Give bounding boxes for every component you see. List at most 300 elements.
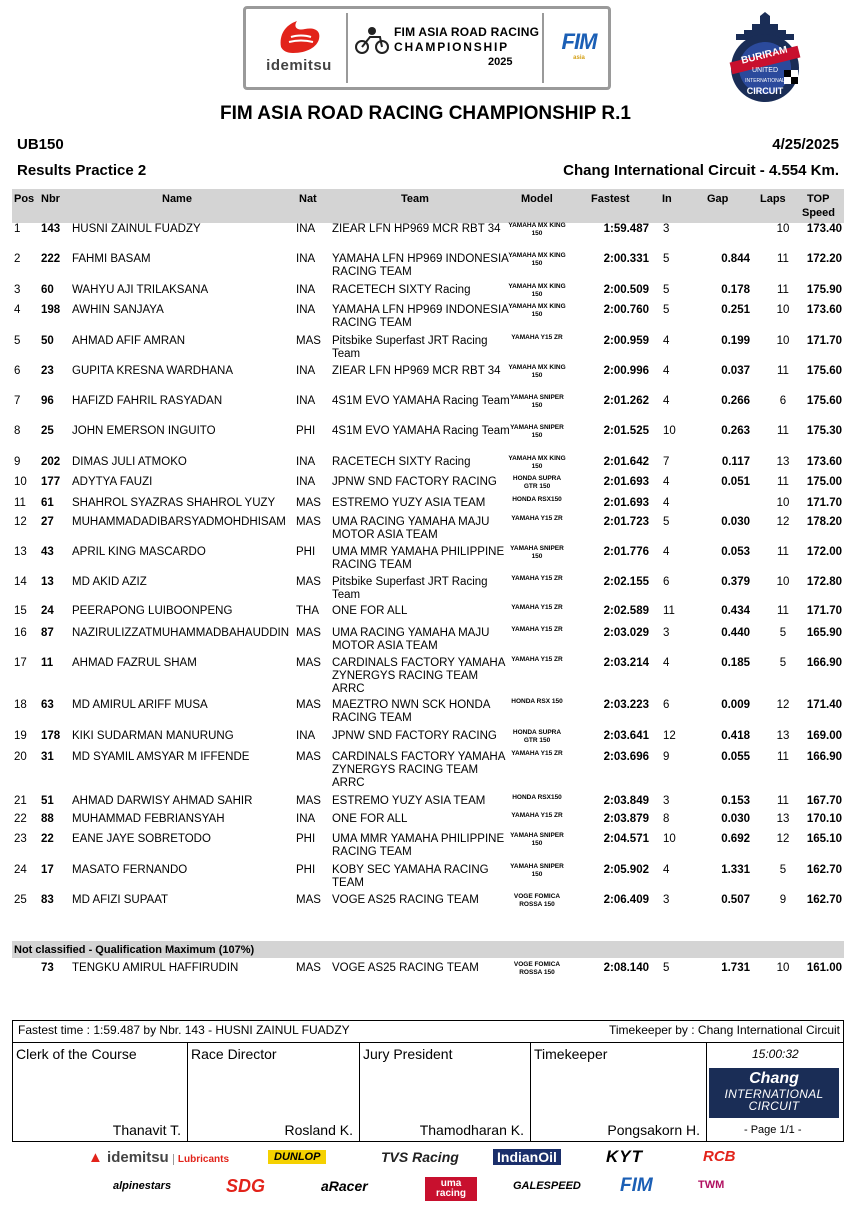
cell-fastest: 2:03.696: [603, 751, 649, 763]
logo-divider: [542, 13, 544, 83]
cell-pos: 24: [14, 864, 27, 876]
cell-nbr: 83: [41, 894, 54, 906]
cell-nbr: 51: [41, 795, 54, 807]
cell-gap: 0.434: [721, 605, 750, 617]
circuit-name: Chang International Circuit - 4.554 Km.: [563, 162, 839, 179]
cell-laps: 10: [776, 576, 790, 588]
cell-nat: INA: [296, 284, 316, 296]
col-fastest: Fastest: [591, 193, 630, 205]
cell-model: YAMAHA MX KING 150: [508, 283, 566, 298]
cell-name: TENGKU AMIRUL HAFFIRUDIN: [72, 962, 239, 974]
fim-wordmark: FIM: [561, 29, 597, 54]
sponsor-alpinestars: alpinestars: [113, 1180, 172, 1192]
championship-logo-box: [243, 6, 611, 90]
cell-nbr: 24: [41, 605, 54, 617]
cell-team: Pitsbike Superfast JRT Racing Team: [332, 335, 488, 360]
cell-nat: INA: [296, 813, 316, 825]
cell-nbr: 60: [41, 284, 54, 296]
cell-fastest: 2:03.879: [603, 813, 649, 825]
cell-team: YAMAHA LFN HP969 INDONESIA RACING TEAM: [332, 253, 509, 278]
cell-fastest: 2:03.223: [603, 699, 649, 711]
motorbike-rider-icon: [354, 25, 390, 55]
class-name: UB150: [17, 136, 64, 153]
cell-team: ONE FOR ALL: [332, 605, 408, 617]
cell-nat: PHI: [296, 425, 316, 437]
cell-fastest: 2:01.525: [603, 425, 649, 437]
cell-in: 5: [663, 516, 670, 528]
col-laps: Laps: [760, 193, 786, 205]
cell-in: 4: [663, 546, 670, 558]
cell-top: 173.60: [806, 456, 842, 468]
chang-circuit: CIRCUIT: [748, 1099, 800, 1113]
cell-model: YAMAHA SNIPER 150: [510, 394, 564, 409]
sponsor-tvs: TVS Racing: [381, 1149, 459, 1165]
cell-in: 5: [663, 253, 670, 265]
cell-gap: 1.331: [721, 864, 750, 876]
cell-team: 4S1M EVO YAMAHA Racing Team: [332, 395, 510, 407]
page-number: - Page 1/1 -: [744, 1124, 802, 1136]
sponsor-idemitsu: [88, 1149, 229, 1166]
cell-pos: 17: [14, 657, 27, 669]
sponsor-dunlop: DUNLOP: [268, 1150, 326, 1164]
sponsor-fim: FIM: [620, 1175, 653, 1196]
signature-jury-president: [359, 1042, 530, 1142]
cell-laps: 5: [779, 657, 787, 669]
cell-gap: 0.507: [721, 894, 750, 906]
cell-pos: 19: [14, 730, 27, 742]
cell-fastest: 2:06.409: [603, 894, 649, 906]
cell-top: 175.90: [806, 284, 842, 296]
sponsor-text: Lubricants: [173, 1154, 229, 1165]
cell-fastest: 2:03.214: [603, 657, 649, 669]
cell-gap: 0.030: [721, 516, 750, 528]
cell-gap: 0.692: [721, 833, 750, 845]
cell-model: HONDA RSX 150: [511, 698, 563, 705]
cell-laps: 12: [776, 699, 790, 711]
sponsor-sdg: SDG: [226, 1176, 266, 1196]
cell-fastest: 2:01.262: [603, 395, 649, 407]
not-classified-header: Not classified - Qualification Maximum (107%): [12, 941, 844, 958]
cell-name: DIMAS JULI ATMOKO: [72, 456, 187, 468]
sponsor-indianoil: IndianOil: [493, 1149, 561, 1165]
cell-nat: MAS: [296, 894, 321, 906]
cell-laps: 13: [776, 730, 790, 742]
cell-team: 4S1M EVO YAMAHA Racing Team: [332, 425, 510, 437]
cell-pos: 23: [14, 833, 27, 845]
cell-pos: 11: [14, 497, 26, 509]
signature-role: Race Director: [191, 1046, 277, 1062]
signature-race-director: [187, 1042, 359, 1142]
cell-name: NAZIRULIZZATMUHAMMADBAHAUDDIN: [72, 627, 290, 639]
cell-fastest: 2:00.760: [603, 304, 649, 316]
cell-top: 161.00: [806, 962, 842, 974]
cell-nat: INA: [296, 456, 316, 468]
cell-name: MD AFIZI SUPAAT: [72, 894, 169, 906]
cell-pos: 10: [14, 476, 27, 488]
cell-pos: 20: [14, 751, 27, 763]
cell-top: 171.70: [806, 605, 842, 617]
cell-top: 170.10: [806, 813, 842, 825]
cell-team: UMA MMR YAMAHA PHILIPPINE RACING TEAM: [332, 546, 505, 571]
cell-nbr: 25: [41, 425, 54, 437]
cell-nbr: 143: [41, 223, 61, 235]
cell-in: 11: [663, 605, 675, 617]
cell-gap: 0.178: [721, 284, 750, 296]
cell-fastest: 2:02.589: [603, 605, 649, 617]
cell-top: 172.00: [806, 546, 842, 558]
col-name: Name: [162, 193, 192, 205]
results-table-header: [12, 189, 844, 223]
buriram-top-text: BURIRAM: [740, 44, 789, 67]
cell-gap: 0.199: [721, 335, 750, 347]
cell-team: RACETECH SIXTY Racing: [332, 456, 471, 468]
cell-fastest: 2:01.776: [603, 546, 649, 558]
cell-gap: 0.030: [721, 813, 750, 825]
cell-name: MASATO FERNANDO: [72, 864, 188, 876]
cell-team: VOGE AS25 RACING TEAM: [332, 894, 479, 906]
cell-gap: 0.055: [721, 751, 750, 763]
cell-nat: MAS: [296, 497, 321, 509]
cell-top: 173.60: [806, 304, 842, 316]
cell-nbr: 27: [41, 516, 54, 528]
cell-name: KIKI SUDARMAN MANURUNG: [72, 730, 234, 742]
cell-laps: 13: [776, 456, 790, 468]
cell-in: 3: [663, 795, 670, 807]
cell-nbr: 63: [41, 699, 54, 711]
cell-nat: MAS: [296, 962, 321, 974]
cell-nat: INA: [296, 253, 316, 265]
cell-name: WAHYU AJI TRILAKSANA: [72, 284, 209, 296]
cell-model: HONDA SUPRA GTR 150: [512, 475, 562, 490]
cell-name: ADYTYA FAUZI: [72, 476, 153, 488]
cell-nbr: 96: [41, 395, 54, 407]
cell-nat: PHI: [296, 864, 316, 876]
cell-fastest: 2:00.509: [603, 284, 649, 296]
cell-pos: 25: [14, 894, 27, 906]
cell-model: YAMAHA MX KING 150: [508, 455, 566, 470]
col-gap: Gap: [707, 193, 729, 205]
sponsor-twm: TWM: [698, 1179, 725, 1191]
cell-gap: 0.266: [721, 395, 750, 407]
cell-model: YAMAHA Y15 ZR: [511, 575, 563, 582]
cell-top: 171.70: [806, 335, 842, 347]
cell-nat: MAS: [296, 657, 321, 669]
cell-in: 5: [663, 304, 670, 316]
cell-fastest: 2:01.693: [603, 497, 649, 509]
cell-laps: 10: [776, 962, 790, 974]
cell-model: YAMAHA MX KING 150: [508, 303, 566, 318]
cell-nat: MAS: [296, 335, 321, 347]
cell-name: JOHN EMERSON INGUITO: [72, 425, 216, 437]
fastest-time-line: Fastest time : 1:59.487 by Nbr. 143 - HUSNI ZAINUL FUADZY: [18, 1023, 350, 1037]
cell-team: ZIEAR LFN HP969 MCR RBT 34: [332, 223, 501, 235]
cell-team: UMA MMR YAMAHA PHILIPPINE RACING TEAM: [332, 833, 505, 858]
cell-nbr: 178: [41, 730, 61, 742]
cell-in: 4: [663, 365, 670, 377]
cell-model: HONDA SUPRA GTR 150: [512, 729, 562, 744]
cell-nat: MAS: [296, 795, 321, 807]
cell-name: PEERAPONG LUIBOONPENG: [72, 605, 233, 617]
cell-model: YAMAHA Y15 ZR: [511, 604, 563, 611]
signature-role: Timekeeper: [534, 1046, 608, 1062]
cell-top: 172.80: [806, 576, 842, 588]
cell-in: 3: [663, 627, 670, 639]
cell-laps: 12: [776, 833, 790, 845]
cell-gap: 0.440: [721, 627, 750, 639]
cell-name: MUHAMMADADIBARSYADMOHDHISAM: [72, 516, 286, 528]
cell-in: 4: [663, 864, 670, 876]
champ-line-1: FIM ASIA ROAD RACING: [394, 25, 540, 39]
cell-model: YAMAHA SNIPER 150: [510, 832, 564, 847]
cell-model: HONDA RSX150: [512, 794, 562, 801]
cell-nat: INA: [296, 365, 316, 377]
cell-pos: 5: [14, 335, 21, 347]
cell-pos: 2: [14, 253, 21, 265]
col-nat: Nat: [299, 193, 317, 205]
cell-pos: 6: [14, 365, 21, 377]
cell-laps: 11: [777, 365, 789, 377]
cell-fastest: 2:08.140: [603, 962, 649, 974]
cell-team: JPNW SND FACTORY RACING: [332, 476, 497, 488]
cell-fastest: 2:00.331: [603, 253, 649, 265]
cell-gap: 0.051: [721, 476, 750, 488]
cell-gap: 0.251: [721, 304, 750, 316]
cell-team: YAMAHA LFN HP969 INDONESIA RACING TEAM: [332, 304, 509, 329]
cell-team: ESTREMO YUZY ASIA TEAM: [332, 795, 486, 807]
cell-top: 175.60: [806, 365, 842, 377]
cell-in: 10: [663, 425, 676, 437]
cell-team: JPNW SND FACTORY RACING: [332, 730, 497, 742]
cell-team: VOGE AS25 RACING TEAM: [332, 962, 479, 974]
cell-name: FAHMI BASAM: [72, 253, 151, 265]
cell-pos: 18: [14, 699, 27, 711]
cell-gap: 0.117: [721, 456, 750, 468]
cell-nat: MAS: [296, 576, 321, 588]
cell-name: HAFIZD FAHRIL RASYADAN: [72, 395, 223, 407]
cell-nat: INA: [296, 304, 316, 316]
cell-laps: 11: [777, 253, 789, 265]
cell-top: 175.60: [806, 395, 842, 407]
col-model: Model: [521, 193, 553, 205]
cell-name: MUHAMMAD FEBRIANSYAH: [72, 813, 225, 825]
cell-top: 165.90: [806, 627, 842, 639]
cell-laps: 11: [777, 751, 789, 763]
cell-top: 178.20: [806, 516, 842, 528]
cell-model: YAMAHA Y15 ZR: [511, 626, 563, 633]
cell-laps: 6: [779, 395, 787, 407]
idemitsu-logo: [256, 15, 342, 85]
cell-laps: 12: [776, 516, 790, 528]
cell-top: 171.40: [806, 699, 842, 711]
cell-name: GUPITA KRESNA WARDHANA: [72, 365, 234, 377]
cell-team: MAEZTRO NWN SCK HONDA RACING TEAM: [332, 699, 490, 724]
cell-nbr: 88: [41, 813, 54, 825]
cell-pos: 4: [14, 304, 21, 316]
cell-nat: INA: [296, 730, 316, 742]
cell-laps: 11: [777, 476, 789, 488]
cell-pos: 22: [14, 813, 27, 825]
buriram-sub-text: INTERNATIONAL: [745, 78, 785, 84]
cell-gap: 0.153: [721, 795, 750, 807]
idemitsu-flame-icon: ▲: [88, 1149, 103, 1166]
cell-model: YAMAHA Y15 ZR: [511, 334, 563, 341]
cell-pos: 9: [14, 456, 21, 468]
cell-team: UMA RACING YAMAHA MAJU MOTOR ASIA TEAM: [332, 516, 490, 541]
cell-in: 12: [663, 730, 676, 742]
cell-top: 175.30: [806, 425, 842, 437]
cell-laps: 11: [777, 425, 789, 437]
buriram-bottom-text: CIRCUIT: [746, 86, 784, 96]
fim-sub: asia: [573, 55, 585, 61]
signature-role: Jury President: [363, 1046, 453, 1062]
sponsor-uma-racing: uma racing: [425, 1177, 477, 1201]
cell-nat: THA: [296, 605, 319, 617]
cell-model: YAMAHA SNIPER 150: [510, 424, 564, 439]
cell-laps: 11: [777, 605, 789, 617]
cell-nbr: 13: [41, 576, 54, 588]
cell-model: YAMAHA MX KING 150: [508, 252, 566, 267]
cell-gap: 0.053: [721, 546, 750, 558]
buriram-mid-text: UNITED: [751, 67, 779, 74]
cell-top: 166.90: [806, 657, 842, 669]
cell-gap: 0.418: [721, 730, 750, 742]
cell-nbr: 11: [41, 657, 54, 669]
cell-name: AWHIN SANJAYA: [72, 304, 164, 316]
buriram-circuit-logo: [722, 10, 808, 106]
cell-nbr: 43: [41, 546, 54, 558]
idemitsu-flame-icon: [271, 17, 327, 57]
print-time: 15:00:32: [752, 1047, 799, 1061]
sponsor-rcb: RCB: [703, 1148, 736, 1165]
cell-model: HONDA RSX150: [512, 496, 562, 503]
cell-pos: 12: [14, 516, 27, 528]
cell-laps: 10: [776, 335, 790, 347]
cell-nat: MAS: [296, 699, 321, 711]
fim-logo: [552, 29, 606, 69]
cell-team: ONE FOR ALL: [332, 813, 408, 825]
cell-top: 162.70: [806, 894, 842, 906]
cell-laps: 9: [779, 894, 787, 906]
cell-name: MD SYAMIL AMSYAR M IFFENDE: [72, 751, 250, 763]
cell-fastest: 2:01.723: [603, 516, 649, 528]
cell-fastest: 2:04.571: [603, 833, 649, 845]
session-name: Results Practice 2: [17, 162, 147, 179]
cell-in: 5: [663, 284, 670, 296]
chang-wordmark: Chang: [749, 1070, 799, 1087]
signature-person: Rosland K.: [284, 1122, 353, 1138]
cell-in: 4: [663, 335, 670, 347]
cell-in: 4: [663, 657, 670, 669]
cell-fastest: 2:01.693: [603, 476, 649, 488]
cell-pos: 7: [14, 395, 21, 407]
cell-pos: 1: [14, 223, 21, 235]
cell-gap: 1.731: [721, 962, 750, 974]
sponsor-galespeed: GALESPEED: [513, 1180, 581, 1192]
cell-model: VOGE FOMICA ROSSA 150: [513, 961, 561, 976]
cell-team: RACETECH SIXTY Racing: [332, 284, 471, 296]
cell-model: YAMAHA Y15 ZR: [511, 812, 563, 819]
cell-model: VOGE FOMICA ROSSA 150: [513, 893, 561, 908]
cell-team: UMA RACING YAMAHA MAJU MOTOR ASIA TEAM: [332, 627, 490, 652]
cell-pos: 15: [14, 605, 27, 617]
cell-in: 4: [663, 476, 670, 488]
col-nbr: Nbr: [41, 193, 60, 205]
cell-name: AHMAD AFIF AMRAN: [72, 335, 186, 347]
signature-person: Thamodharan K.: [419, 1122, 524, 1138]
cell-laps: 11: [777, 284, 789, 296]
idemitsu-wordmark: idemitsu: [266, 57, 332, 74]
page-title: FIM ASIA ROAD RACING CHAMPIONSHIP R.1: [220, 103, 631, 124]
cell-in: 9: [663, 751, 670, 763]
cell-gap: 0.263: [721, 425, 750, 437]
cell-model: YAMAHA SNIPER 150: [510, 545, 564, 560]
cell-nat: MAS: [296, 516, 321, 528]
cell-top: 165.10: [806, 833, 842, 845]
sponsor-text: idemitsu: [107, 1149, 169, 1166]
cell-nbr: 22: [41, 833, 54, 845]
cell-in: 3: [663, 894, 670, 906]
logo-divider: [346, 13, 348, 83]
cell-top: 169.00: [806, 730, 842, 742]
cell-name: MD AKID AZIZ: [72, 576, 147, 588]
cell-laps: 10: [776, 304, 790, 316]
arrc-logo: [350, 21, 540, 81]
cell-nbr: 198: [41, 304, 61, 316]
event-date: 4/25/2025: [772, 136, 839, 153]
cell-in: 3: [663, 223, 670, 235]
cell-in: 6: [663, 699, 670, 711]
cell-in: 4: [663, 395, 670, 407]
cell-pos: 14: [14, 576, 27, 588]
cell-nat: INA: [296, 395, 316, 407]
cell-fastest: 2:01.642: [603, 456, 649, 468]
cell-pos: 8: [14, 425, 21, 437]
col-in: In: [662, 193, 672, 205]
cell-gap: 0.009: [721, 699, 750, 711]
cell-team: CARDINALS FACTORY YAMAHA ZYNERGYS RACING TEAM ARRC: [332, 751, 505, 789]
cell-gap: 0.379: [721, 576, 750, 588]
cell-gap: 0.844: [721, 253, 750, 265]
cell-model: YAMAHA Y15 ZR: [511, 656, 563, 663]
champ-year: 2025: [488, 56, 513, 68]
cell-nbr: 50: [41, 335, 54, 347]
signature-role: Clerk of the Course: [16, 1046, 137, 1062]
cell-name: MD AMIRUL ARIFF MUSA: [72, 699, 208, 711]
sponsor-aracer: aRacer: [321, 1178, 368, 1194]
cell-laps: 10: [776, 223, 790, 235]
cell-nbr: 17: [41, 864, 54, 876]
cell-top: 167.70: [806, 795, 842, 807]
cell-pos: 3: [14, 284, 21, 296]
chang-international: INTERNATIONAL: [724, 1087, 824, 1101]
cell-nat: PHI: [296, 833, 316, 845]
cell-in: 5: [663, 962, 670, 974]
col-top: TOP: [807, 193, 830, 205]
cell-top: 166.90: [806, 751, 842, 763]
cell-fastest: 2:00.996: [603, 365, 649, 377]
cell-name: AHMAD FAZRUL SHAM: [72, 657, 197, 669]
cell-nat: INA: [296, 476, 316, 488]
cell-fastest: 2:02.155: [603, 576, 649, 588]
col-pos: Pos: [14, 193, 35, 205]
cell-in: 7: [663, 456, 670, 468]
cell-laps: 5: [779, 864, 787, 876]
cell-nat: MAS: [296, 627, 321, 639]
cell-model: YAMAHA SNIPER 150: [510, 863, 564, 878]
cell-model: YAMAHA MX KING 150: [508, 364, 566, 379]
cell-nbr: 23: [41, 365, 54, 377]
cell-laps: 11: [777, 795, 789, 807]
